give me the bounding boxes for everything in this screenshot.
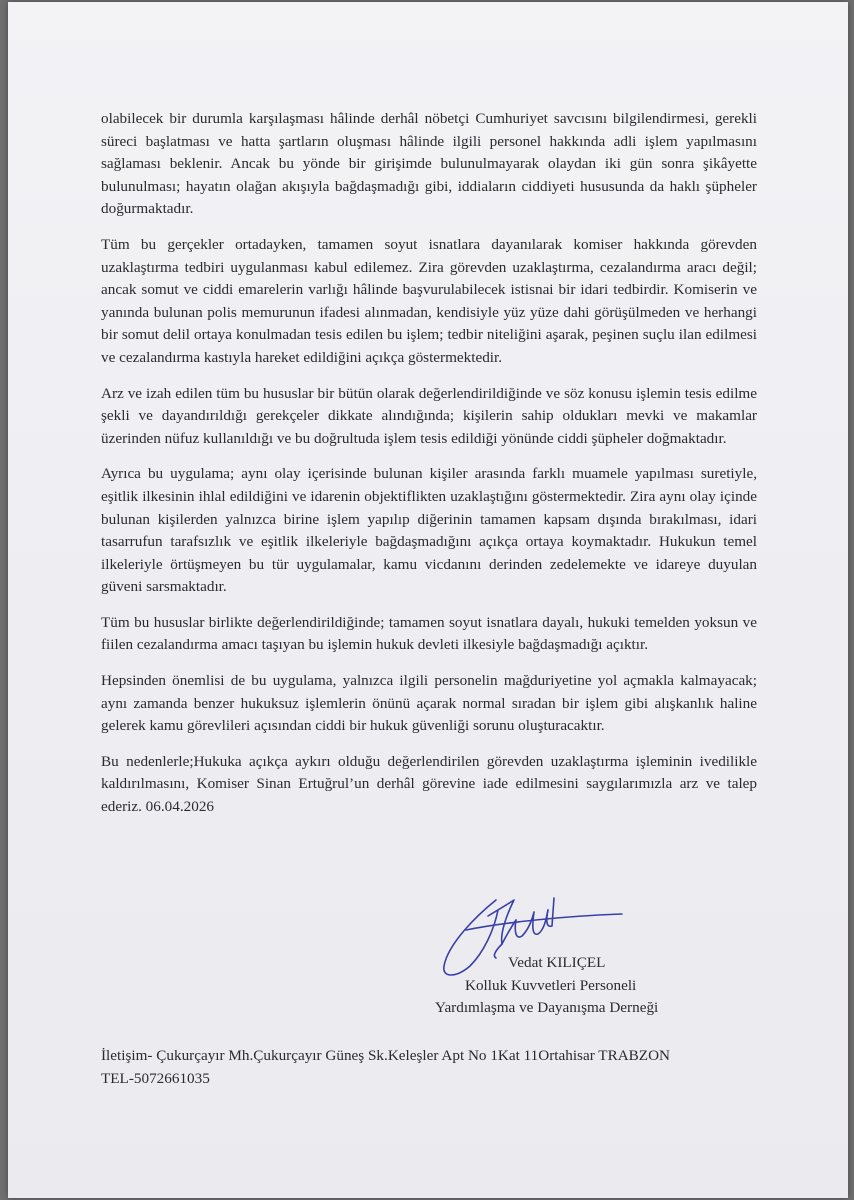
organization-line-1: Kolluk Kuvvetleri Personeli xyxy=(465,976,637,994)
paragraph-5: Tüm bu hususlar birlikte değerlendirildiğinde; tamamen soyut isnatlara dayalı, hukuki temelden yoksun ve fiilen cezalandırma amacı taşıyan bu işlemin hukuk devleti ilkesiyle bağdaşmadığı açıktır. xyxy=(101,613,757,654)
paragraph-4: Ayrıca bu uygulama; aynı olay içerisinde bulunan kişiler arasında farklı muamele yapılması suretiyle, eşitlik ilkesinin ihlal edildiğini ve idarenin objektiflikten uzaklaştığını göstermektedir. Zira aynı olay içinde bulunan kişilerden yalnızca birine işlem yapılıp diğerinin tamamen kapsam dışında bırakılması, idari tasarrufun tarafsızlık ve eşitlik ilkeleriyle bağdaşmadığını açıkça ortaya koymaktadır. Hukukun temel ilkeleriyle örtüşmeyen bu tür uygulamalar, kamu vicdanını derinden zedelemekte ve idareye duyulan güveni sarsmaktadır. xyxy=(101,465,757,596)
contact-info xyxy=(101,1045,801,1090)
paragraph-7: Bu nedenlerle;Hukuka açıkça aykırı olduğu değerlendirilen görevden uzaklaştırma işleminin ivedilikle kaldırılmasını, Komiser Sinan Ertuğrul’un derhâl görevine iade edilmesini saygılarımızla arz ve talep ederiz. 06.04.2026 xyxy=(101,752,757,816)
document-page xyxy=(8,2,848,1198)
signature-block xyxy=(388,952,748,1020)
paragraph-3: Arz ve izah edilen tüm bu hususlar bir bütün olarak değerlendirildiğinde ve söz konusu işlemin tesis edilme şekli ve dayandırıldığı gerekçeler dikkate alındığında; kişilerin sahip oldukları mevki ve makamlar üzerinden nüfuz kullanıldığı ve bu doğrultuda işlem tesis edildiği yönünde ciddi şüpheler doğmaktadır. xyxy=(101,384,757,447)
paragraph-6: Hepsinden önemlisi de bu uygulama, yalnızca ilgili personelin mağduriyetine yol açmakla kalmayacak; aynı zamanda benzer hukuksuz işlemlerin önünü açarak normal sıradan bir işlem gibi alışkanlık haline gelerek kamu görevlileri açısından ciddi bir hukuk güvenliği sorunu oluşturacaktır. xyxy=(101,672,757,735)
document-body xyxy=(101,108,757,832)
organization-line-2: Yardımlaşma ve Dayanışma Derneği xyxy=(435,999,659,1017)
paragraph-1: olabilecek bir durumla karşılaşması hâlinde derhâl nöbetçi Cumhuriyet savcısını bilgilendirmesi, gerekli süreci başlatması ve hatta şartların oluşması hâlinde ilgili personel hakkında adli işlem yapılmasını sağlaması beklenir. Ancak bu yönde bir girişimde bulunulmayarak olaydan iki gün sonra şikâyette bulunulması; hayatın olağan akışıyla bağdaşmadığı gibi, iddiaların ciddiyeti hususunda da haklı şüpheler doğurmaktadır. xyxy=(101,110,757,218)
paragraph-2: Tüm bu gerçekler ortadayken, tamamen soyut isnatlara dayanılarak komiser hakkında görevden uzaklaştırma tedbiri uygulanması kabul edilemez. Zira görevden uzaklaştırma, cezalandırma aracı değil; ancak somut ve ciddi emarelerin varlığı hâlinde başvurulabilecek istisnai bir idari tedbirdir. Komiserin ve yanında bulunan polis memurunun ifadesi alınmadan, kendisiyle yüz yüze dahi görüşülmeden ve herhangi bir somut delil ortaya konulmadan tesis edilen bu işlem; tedbir niteliğini aşarak, peşinen suçlu ilan edilmesi ve cezalandırma kastıyla hareket edildiğini açıkça göstermektedir. xyxy=(101,235,757,366)
contact-address: İletişim- Çukurçayır Mh.Çukurçayır Güneş Sk.Keleşler Apt No 1Kat 11Ortahisar TRABZON xyxy=(101,1047,671,1064)
contact-phone: TEL-5072661035 xyxy=(101,1069,210,1087)
signer-name: Vedat KILIÇEL xyxy=(508,954,606,971)
